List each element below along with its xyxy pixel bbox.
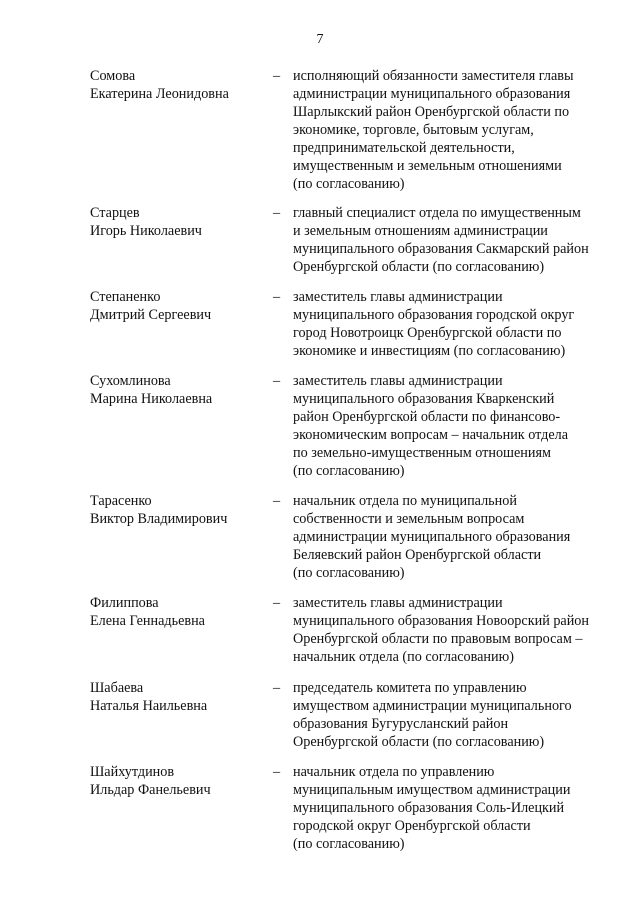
member-name	[90, 763, 273, 799]
position-line: городской округ Оренбургской области	[293, 818, 531, 834]
position-line: заместитель главы администрации	[293, 595, 503, 611]
member-entry	[90, 763, 620, 863]
member-given-names: Ильдар Фанельевич	[90, 782, 211, 798]
member-given-names: Дмитрий Сергеевич	[90, 307, 212, 323]
position-line: (по согласованию)	[293, 836, 405, 852]
separator-dash: –	[273, 68, 281, 84]
member-name	[90, 372, 273, 408]
member-entry	[90, 372, 620, 492]
separator-dash: –	[273, 595, 281, 611]
member-position	[293, 763, 623, 853]
position-line: муниципального образования Соль-Илецкий	[293, 800, 565, 816]
position-line: Оренбургской области (по согласованию)	[293, 734, 545, 750]
member-entry	[90, 288, 620, 372]
position-line: (по согласованию)	[293, 463, 405, 479]
member-position	[293, 67, 623, 193]
position-line: начальник отдела по муниципальной	[293, 493, 517, 509]
separator-dash: –	[273, 205, 281, 221]
member-given-names: Виктор Владимирович	[90, 511, 228, 527]
member-surname: Филиппова	[90, 595, 159, 611]
position-line: муниципального образования городской округ	[293, 307, 575, 323]
position-line: образования Бугурусланский район	[293, 716, 509, 732]
member-given-names: Екатерина Леонидовна	[90, 86, 229, 102]
position-line: Оренбургской области (по согласованию)	[293, 259, 545, 275]
position-line: (по согласованию)	[293, 176, 405, 192]
member-surname: Степаненко	[90, 289, 161, 305]
position-line: предпринимательской деятельности,	[293, 140, 515, 156]
member-given-names: Елена Геннадьевна	[90, 613, 205, 629]
member-position	[293, 204, 623, 276]
member-name	[90, 594, 273, 630]
member-position	[293, 679, 623, 751]
page-number: 7	[316, 32, 324, 47]
member-name	[90, 492, 273, 528]
member-surname: Сомова	[90, 68, 136, 84]
position-line: муниципальным имуществом администрации	[293, 782, 571, 798]
position-line: заместитель главы администрации	[293, 373, 503, 389]
member-name	[90, 288, 273, 324]
position-line: администрации муниципального образования	[293, 86, 571, 102]
member-surname: Тарасенко	[90, 493, 152, 509]
separator-dash: –	[273, 493, 281, 509]
member-surname: Сухомлинова	[90, 373, 171, 389]
member-name	[90, 204, 273, 240]
member-given-names: Наталья Наильевна	[90, 698, 208, 714]
position-line: муниципального образования Новоорский район	[293, 613, 589, 629]
position-line: (по согласованию)	[293, 565, 405, 581]
member-surname: Шайхутдинов	[90, 764, 175, 780]
member-position	[293, 492, 623, 582]
position-line: район Оренбургской области по финансово-	[293, 409, 561, 425]
member-entry	[90, 492, 620, 594]
position-line: главный специалист отдела по имущественным	[293, 205, 581, 221]
member-entry	[90, 594, 620, 679]
member-surname: Шабаева	[90, 680, 144, 696]
position-line: исполняющий обязанности заместителя главы	[293, 68, 574, 84]
separator-dash: –	[273, 289, 281, 305]
member-entry	[90, 67, 620, 204]
member-surname: Старцев	[90, 205, 140, 221]
position-line: заместитель главы администрации	[293, 289, 503, 305]
position-line: по земельно-имущественным отношениям	[293, 445, 551, 461]
position-line: экономическим вопросам – начальник отдела	[293, 427, 569, 443]
member-name	[90, 67, 273, 103]
position-line: собственности и земельным вопросам	[293, 511, 525, 527]
position-line: имущественным и земельным отношениями	[293, 158, 562, 174]
separator-dash: –	[273, 373, 281, 389]
position-line: начальник отдела (по согласованию)	[293, 649, 514, 665]
position-line: председатель комитета по управлению	[293, 680, 527, 696]
separator-dash: –	[273, 764, 281, 780]
position-line: муниципального образования Кваркенский	[293, 391, 555, 407]
position-line: начальник отдела по управлению	[293, 764, 495, 780]
member-position	[293, 288, 623, 360]
position-line: муниципального образования Сакмарский район	[293, 241, 589, 257]
position-line: имуществом администрации муниципального	[293, 698, 572, 714]
position-line: и земельным отношениям администрации	[293, 223, 548, 239]
member-position	[293, 594, 623, 666]
position-line: Оренбургской области по правовым вопросам –	[293, 631, 583, 647]
position-line: экономике, торговле, бытовым услугам,	[293, 122, 534, 138]
position-line: экономике и инвестициям (по согласованию)	[293, 343, 566, 359]
position-line: город Новотроицк Оренбургской области по	[293, 325, 562, 341]
position-line: администрации муниципального образования	[293, 529, 571, 545]
member-position	[293, 372, 623, 480]
member-given-names: Марина Николаевна	[90, 391, 213, 407]
position-line: Шарлыкский район Оренбургской области по	[293, 104, 570, 120]
position-line: Беляевский район Оренбургской области	[293, 547, 542, 563]
member-name	[90, 679, 273, 715]
member-list	[90, 67, 620, 863]
member-entry	[90, 679, 620, 763]
separator-dash: –	[273, 680, 281, 696]
member-entry	[90, 204, 620, 288]
member-given-names: Игорь Николаевич	[90, 223, 202, 239]
